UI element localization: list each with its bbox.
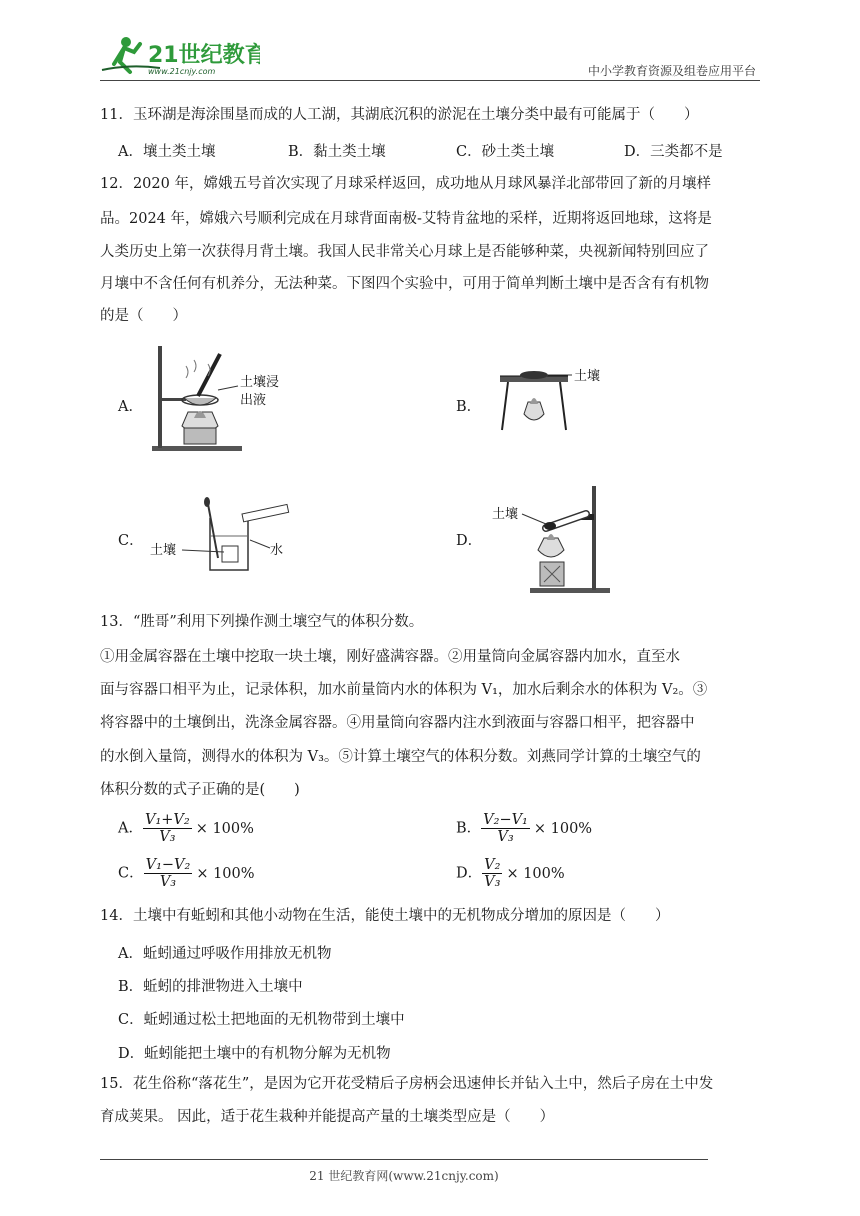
q13-option-d-numerator: V₂ bbox=[484, 857, 501, 873]
question-13-line-5: 的水倒入量筒，测得水的体积为 V₃。⑤计算土壤空气的体积分数。刘燕同学计算的土壤空气的 bbox=[100, 749, 701, 765]
platform-name: 中小学教育资源及组卷应用平台 bbox=[587, 64, 756, 78]
question-12-line-3: 人类历史上第一次获得月背土壤。我国人民非常关心月球上是否能够种菜，央视新闻特别回应了 bbox=[100, 244, 709, 260]
q12-figure-c-text-1: 土壤 bbox=[150, 543, 177, 558]
q13-option-c-numerator: V₁−V₂ bbox=[145, 857, 191, 873]
q12-figure-a-text-1: 土壤浸 bbox=[240, 375, 280, 390]
q11-option-b: B．黏土类土壤 bbox=[288, 144, 386, 160]
q14-option-d: D．蚯蚓能把土壤中的有机物分解为无机物 bbox=[118, 1046, 391, 1062]
q13-option-b-denominator: V₃ bbox=[497, 829, 514, 845]
q14-option-c: C．蚯蚓通过松土把地面的无机物带到土壤中 bbox=[118, 1012, 405, 1028]
footer-divider bbox=[100, 1159, 708, 1160]
q14-option-a: A．蚯蚓通过呼吸作用排放无机物 bbox=[118, 946, 332, 962]
q12-figure-a-filtration-heating bbox=[148, 342, 288, 454]
page-header bbox=[100, 34, 760, 82]
question-12-line-4: 月壤中不含任何有机养分，无法种菜。下图四个实验中，可用于简单判断土壤中是否含有有机物 bbox=[100, 276, 709, 292]
q13-option-a bbox=[118, 812, 254, 845]
question-15-line-1: 15．花生俗称“落花生”，是因为它开花受精后子房柄会迅速伸长并钻入土中，然后子房在土中发 bbox=[100, 1076, 714, 1092]
q12-figure-c-text-2: 水 bbox=[270, 543, 284, 558]
q13-option-d bbox=[456, 857, 565, 890]
q13-option-c-denominator: V₃ bbox=[159, 874, 177, 890]
question-15-line-2: 育成荚果。 因此，适于花生栽种并能提高产量的土壤类型应是（ ） bbox=[100, 1109, 555, 1125]
q13-option-d-label: D． bbox=[456, 865, 483, 882]
q13-option-b-numerator: V₂−V₁ bbox=[483, 812, 528, 828]
logo-text: 21世纪教育 bbox=[148, 43, 260, 68]
q12-figure-d-heating-soil-in-tube bbox=[490, 484, 620, 596]
logo-url: www.21cnjy.com bbox=[148, 67, 216, 76]
q13-option-a-denominator: V₃ bbox=[159, 829, 176, 845]
q12-figure-c-soil-in-water bbox=[146, 496, 296, 576]
question-13-line-3: 面与容器口相平为止，记录体积，加水前量筒内水的体积为 V₁，加水后剩余水的体积为 V₂。③ bbox=[100, 682, 708, 698]
q13-option-d-denominator: V₃ bbox=[484, 874, 501, 890]
question-13-line-6: 体积分数的式子正确的是( ) bbox=[100, 782, 300, 798]
q12-figure-d-label: D． bbox=[456, 533, 483, 549]
q12-figure-a-label: A． bbox=[118, 399, 143, 415]
q13-option-a-numerator: V₁+V₂ bbox=[144, 812, 190, 828]
question-12-line-5: 的是（ ） bbox=[100, 308, 187, 324]
q13-option-b-label: B． bbox=[456, 820, 482, 837]
q13-option-a-label: A． bbox=[118, 820, 143, 837]
question-13-line-4: 将容器中的土壤倒出，洗涤金属容器。④用量筒向容器内注水到液面与容器口相平，把容器中 bbox=[100, 715, 695, 731]
question-11-stem: 11．玉环湖是海涂围垦而成的人工湖，其湖底沉积的淤泥在土壤分类中最有可能属于（ ） bbox=[100, 107, 699, 123]
question-14-stem: 14．土壤中有蚯蚓和其他小动物在生活，能使土壤中的无机物成分增加的原因是（ ） bbox=[100, 908, 670, 924]
q13-option-c-label: C． bbox=[118, 865, 144, 882]
q13-option-d-tail: × 100% bbox=[506, 865, 565, 882]
header-divider bbox=[100, 80, 760, 81]
q11-option-a: A．壤土类土壤 bbox=[118, 144, 216, 160]
q11-option-d: D．三类都不是 bbox=[624, 144, 723, 160]
q13-option-a-tail: × 100% bbox=[195, 820, 254, 837]
q12-figure-b-label: B． bbox=[456, 399, 482, 415]
q13-option-b bbox=[456, 812, 592, 845]
question-12-line-2: 品。2024 年，嫦娥六号顺利完成在月球背面南极-艾特肯盆地的采样，近期将返回地球，这将是 bbox=[100, 211, 712, 227]
q12-figure-a-text-2: 出液 bbox=[240, 393, 267, 408]
q14-option-b: B．蚯蚓的排泄物进入土壤中 bbox=[118, 979, 303, 995]
q12-figure-b-heating-soil-on-gauze bbox=[496, 364, 616, 436]
q12-figure-d-text: 土壤 bbox=[492, 507, 519, 522]
q13-option-b-tail: × 100% bbox=[533, 820, 593, 837]
question-13-line-2: ①用金属容器在土壤中挖取一块土壤，刚好盛满容器。②用量筒向金属容器内加水，直至水 bbox=[100, 649, 680, 665]
logo bbox=[100, 34, 260, 78]
q13-option-c bbox=[118, 857, 255, 890]
logo-icon bbox=[100, 34, 260, 78]
footer-text: 21 世纪教育网(www.21cnjy.com) bbox=[309, 1169, 499, 1183]
q12-figure-c-label: C． bbox=[118, 533, 144, 549]
question-12-line-1: 12．2020 年，嫦娥五号首次实现了月球采样返回，成功地从月球风暴洋北部带回了新的月壤样 bbox=[100, 176, 711, 192]
q11-option-c: C．砂土类土壤 bbox=[456, 144, 555, 160]
question-13-line-1: 13．“胜哥”利用下列操作测土壤空气的体积分数。 bbox=[100, 614, 424, 630]
q13-option-c-tail: × 100% bbox=[196, 865, 255, 882]
q12-figure-b-text: 土壤 bbox=[574, 369, 601, 384]
